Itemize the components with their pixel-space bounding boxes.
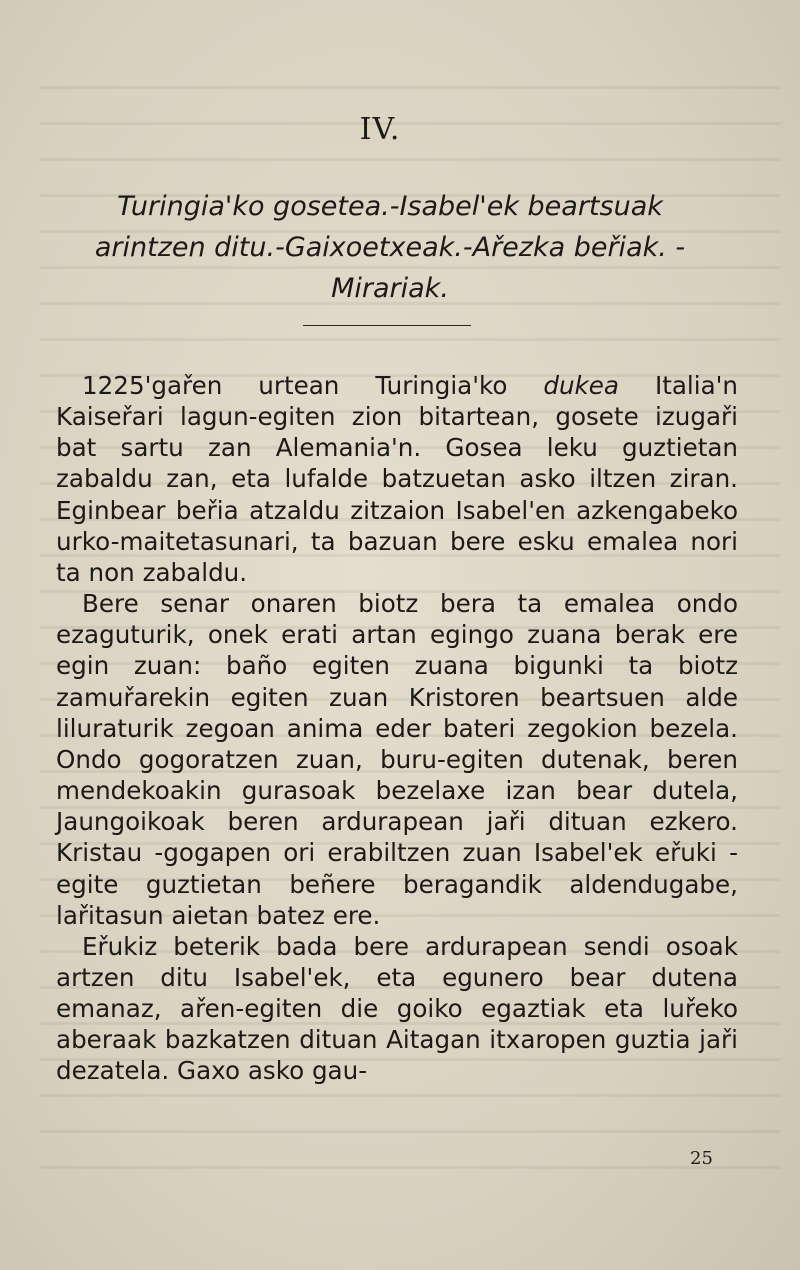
body-text (56, 370, 738, 1087)
paragraph-1-after: Italia'n Kaiseřari lagun-egiten zion bitartean, gosete izugaři bat sartu zan Alemania'n. Gosea leku guztietan zabaldu zan, eta lufalde batzuetan asko iltzen ziran. Eginbear beřia atzaldu zitzaion Isabel'en azkengabeko urko-maitetasunari, ta bazuan bere esku emalea nori ta non zabaldu. (56, 371, 739, 587)
chapter-number: IV. (359, 112, 401, 147)
divider-rule (303, 325, 471, 326)
paragraph-1-before: 1225'gařen urtean Turingia'ko (82, 371, 544, 400)
paragraph-1-emphasis: dukea (543, 371, 620, 400)
paragraph-1 (56, 370, 738, 588)
page-number: 25 (690, 1148, 713, 1169)
paragraph-3: Eřukiz beterik bada bere ardurapean sendi osoak artzen ditu Isabel'ek, eta egunero bear dutena emanaz, ařen-egiten die goiko egaztiak eta luřeko aberaak bazkatzen dituan Aitagan itxaropen guztia jaři dezatela. Gaxo asko gau- (56, 931, 738, 1086)
chapter-subtitle: Turingia'ko gosetea.-Isabel'ek beartsuak arintzen ditu.-Gaixoetxeak.-Ařezka beřiak. - Mirariak. (94, 191, 686, 304)
paragraph-2: Bere senar onaren biotz bera ta emalea ondo ezaguturik, onek erati artan egingo zuana berak ere egin zuan: baño egiten zuana bigunki ta biotz zamuřarekin egiten zuan Kristoren beartsuen alde liluraturik zegoan anima eder bateri zegokion bezela. Ondo gogoratzen zuan, buru-egiten dutenak, beren mendekoakin gurasoak bezelaxe izan bear dutela, Jaungoikoak beren ardurapean jaři dituan ezkero. Kristau -gogapen ori erabiltzen zuan Isabel'ek eřuki -egite guztietan beñere beragandik aldendugabe, lařitasun aietan batez ere. (56, 589, 738, 930)
